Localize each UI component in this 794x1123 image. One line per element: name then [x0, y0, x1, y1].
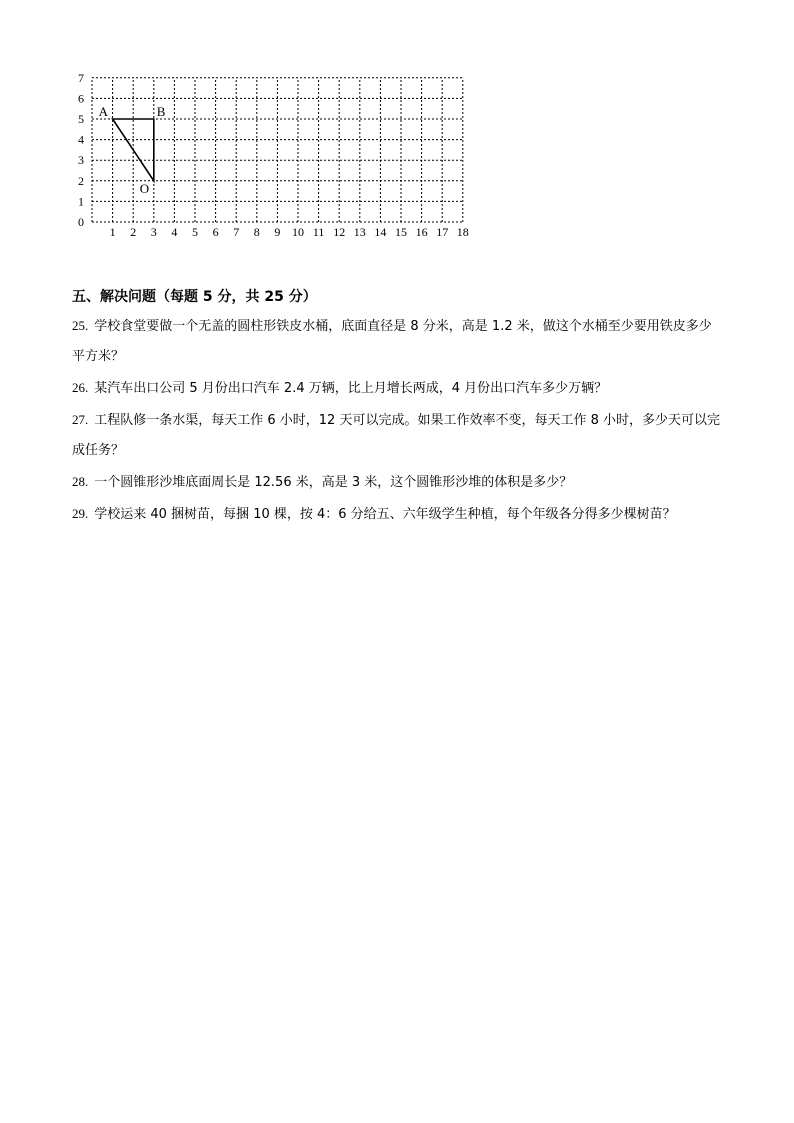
- x-tick-label: 8: [253, 225, 260, 239]
- point-label-a: A: [98, 104, 108, 119]
- y-tick-label: 0: [78, 215, 84, 229]
- x-tick-label: 7: [233, 225, 240, 239]
- question-text: 学校食堂要做一个无盖的圆柱形铁皮水桶，底面直径是 8 分米，高是 1.2 米，做这个水桶至少要用铁皮多少平方米？: [72, 319, 712, 364]
- x-tick-label: 4: [171, 225, 178, 239]
- grid-svg: [70, 66, 480, 244]
- y-tick-label: 3: [78, 153, 84, 168]
- x-tick-label: 3: [150, 225, 157, 239]
- y-tick-label: 4: [78, 132, 84, 147]
- x-tick-label: 15: [395, 225, 407, 239]
- point-label-b: B: [156, 104, 166, 119]
- x-tick-label: 18: [456, 225, 469, 239]
- question-text: 工程队修一条水渠，每天工作 6 小时，12 天可以完成。如果工作效率不变，每天工作 8 小时，多少天可以完成任务？: [72, 413, 720, 458]
- question-number: 29.: [72, 506, 89, 521]
- question-text: 一个圆锥形沙堆底面周长是 12.56 米，高是 3 米，这个圆锥形沙堆的体积是多少？: [94, 475, 573, 490]
- x-tick-label: 11: [312, 225, 325, 239]
- question-text: 学校运来 40 捆树苗，每捆 10 棵，按 4：6 分给五、六年级学生种植，每个年级各分得多少棵树苗？: [94, 507, 676, 522]
- question-number: 27.: [72, 412, 89, 427]
- question-text: 某汽车出口公司 5 月份出口汽车 2.4 万辆，比上月增长两成，4 月份出口汽车多少万辆？: [94, 381, 608, 396]
- question-number: 28.: [72, 474, 89, 489]
- y-tick-label: 2: [78, 173, 84, 188]
- y-tick-label: 6: [78, 91, 84, 106]
- x-tick-label: 10: [292, 225, 304, 239]
- section-title: 五、解决问题（每题 5 分，共 25 分）: [72, 289, 317, 305]
- point-label-o: O: [139, 180, 150, 196]
- question-28: [72, 467, 722, 498]
- y-tick-label: 1: [78, 194, 84, 209]
- x-tick-label: 9: [274, 225, 281, 239]
- x-tick-label: 6: [212, 225, 219, 239]
- x-tick-label: 5: [192, 225, 198, 239]
- x-tick-label: 14: [374, 225, 387, 239]
- question-26: [72, 373, 722, 404]
- x-tick-label: 2: [130, 225, 137, 239]
- x-tick-label: 12: [333, 225, 346, 239]
- question-27: [72, 405, 722, 466]
- x-tick-label: 13: [353, 225, 366, 239]
- x-tick-label: 1: [109, 225, 116, 239]
- y-tick-label: 7: [78, 70, 84, 85]
- question-number: 25.: [72, 318, 89, 333]
- question-25: [72, 311, 722, 372]
- x-tick-label: 17: [436, 225, 449, 239]
- question-number: 26.: [72, 380, 89, 395]
- y-tick-label: 5: [78, 112, 84, 126]
- x-tick-label: 16: [415, 225, 428, 239]
- coordinate-grid: [70, 66, 480, 244]
- question-29: [72, 499, 722, 530]
